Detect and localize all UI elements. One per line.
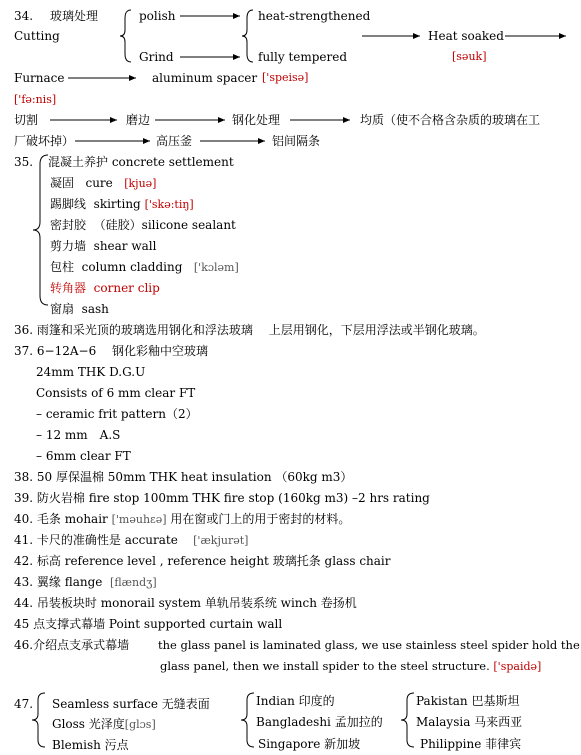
flow-step-heat-soak-cont: 厂破坏掉） [14, 134, 75, 148]
term-shear-wall: 剪力墙 shear wall [50, 239, 157, 253]
section-46-line1: the glass panel is laminated glass, we use stainless steel spider hold the [158, 638, 580, 652]
item-43: 43. 翼缘 flange [flændʒ] [14, 575, 157, 589]
cure-phonetic: [kjuə] [124, 177, 157, 190]
gloss-phonetic: [glɔs] [124, 718, 156, 731]
item-39: 39. 防火岩棉 fire stop 100mm THK fire stop (160kg m3) –2 hrs rating [14, 491, 430, 505]
term-column-cladding: 包柱 column cladding ['kɔləm] [50, 260, 239, 274]
country-bangladesh: Bangladeshi 孟加拉的 [256, 715, 383, 729]
polish-label: polish [139, 9, 176, 23]
section-37-line: – 12 mm A.S [36, 428, 121, 442]
term-corner-clip: 转角器 corner clip [50, 281, 160, 295]
aluminum-spacer-label: aluminum spacer [152, 71, 258, 85]
mohair-phonetic: ['məuhεə] [111, 513, 167, 526]
section-37-line: Consists of 6 mm clear FT [36, 386, 196, 400]
brace-cutting [120, 10, 131, 62]
flow-step-autoclave: 高压釜 [156, 134, 193, 148]
heat-soaked-label: Heat soaked [428, 29, 504, 43]
section-46-head: 46.介绍点支承式幕墙 [14, 638, 130, 652]
term-sealant: 密封胶 （硅胶）silicone sealant [50, 218, 236, 232]
flow-step-spacer: 铝间隔条 [272, 134, 321, 148]
section-35-title: 混凝土养护 concrete settlement [48, 155, 234, 169]
section-36: 36. 雨篷和采光顶的玻璃选用钢化和浮法玻璃 上层用钢化，下层用浮法或半钢化玻璃。 [14, 323, 485, 337]
term-sash: 窗扇 sash [50, 302, 109, 316]
spacer-phonetic: ['speisə] [262, 71, 309, 84]
section-47-number: 47. [14, 697, 34, 711]
item-42: 42. 标高 reference level , reference height 玻璃托条 glass chair [14, 554, 391, 568]
section-34-title: 玻璃处理 [50, 9, 99, 23]
furnace-label: Furnace [14, 71, 65, 85]
country-philippines: Philippine 菲律宾 [420, 737, 522, 751]
term-blemish: Blemish 污点 [52, 738, 129, 752]
grind-label: Grind [139, 50, 174, 64]
brace-47-a [32, 693, 45, 747]
section-46-line2: glass panel, then we install spider to the steel structure. ['spaidə] [160, 659, 542, 673]
cutting-label: Cutting [14, 29, 60, 43]
fully-tempered-label: fully tempered [258, 50, 348, 64]
term-skirting: 踢脚线 skirting ['skə:tiŋ] [50, 197, 194, 211]
section-34-number: 34. [14, 9, 34, 23]
flow-step-heat-soak: 均质（使不合格含杂质的玻璃在工 [360, 113, 541, 127]
brace-47-b [241, 693, 254, 747]
accurate-phonetic: ['ækjurət] [193, 534, 249, 547]
soaked-phonetic: [səuk] [452, 50, 487, 63]
section-37-line: 24mm THK D.G.U [36, 365, 146, 379]
flange-phonetic: [flændʒ] [110, 576, 157, 589]
term-cure: 凝固 cure [kjuə] [50, 176, 157, 190]
item-38: 38. 50 厚保温棉 50mm THK heat insulation （60kg m3） [14, 470, 353, 484]
country-singapore: Singapore 新加坡 [258, 737, 361, 751]
flow-step-tempering: 钢化处理 [232, 113, 281, 127]
heat-strengthened-label: heat-strengthened [258, 9, 371, 23]
term-gloss: Gloss 光泽度[glɔs] [52, 717, 156, 731]
item-41: 41. 卡尺的准确性是 accurate ['ækjurət] [14, 533, 249, 547]
item-45: 45 点支撑式幕墙 Point supported curtain wall [14, 617, 283, 631]
country-pakistan: Pakistan 巴基斯坦 [416, 694, 520, 708]
item-40: 40. 毛条 mohair ['məuhεə] 用在窗或门上的用于密封的材料。 [14, 512, 351, 526]
flow-step-cutting: 切割 [14, 113, 39, 127]
country-malaysia: Malaysia 马来西亚 [416, 715, 523, 729]
skirting-phonetic: ['skə:tiŋ] [144, 198, 194, 211]
furnace-phonetic: ['fə:nis] [14, 93, 57, 106]
spider-phonetic: ['spaidə] [493, 660, 542, 673]
section-35-number: 35. [14, 155, 34, 169]
brace-finish [242, 10, 253, 62]
flow-step-edging: 磨边 [126, 113, 151, 127]
section-37-line: – 6mm clear FT [36, 449, 131, 463]
brace-47-c [401, 693, 414, 747]
term-seamless: Seamless surface 无缝表面 [52, 697, 210, 711]
section-37-head: 37. 6−12A−6 钢化彩釉中空玻璃 [14, 344, 209, 358]
item-44: 44. 吊装板块时 monorail system 单轨吊装系统 winch 卷扬机 [14, 596, 357, 610]
brace-35 [33, 155, 48, 305]
section-37-line: – ceramic frit pattern（2） [36, 407, 198, 421]
country-india: Indian 印度的 [256, 694, 335, 708]
column-phonetic: ['kɔləm] [193, 261, 239, 274]
